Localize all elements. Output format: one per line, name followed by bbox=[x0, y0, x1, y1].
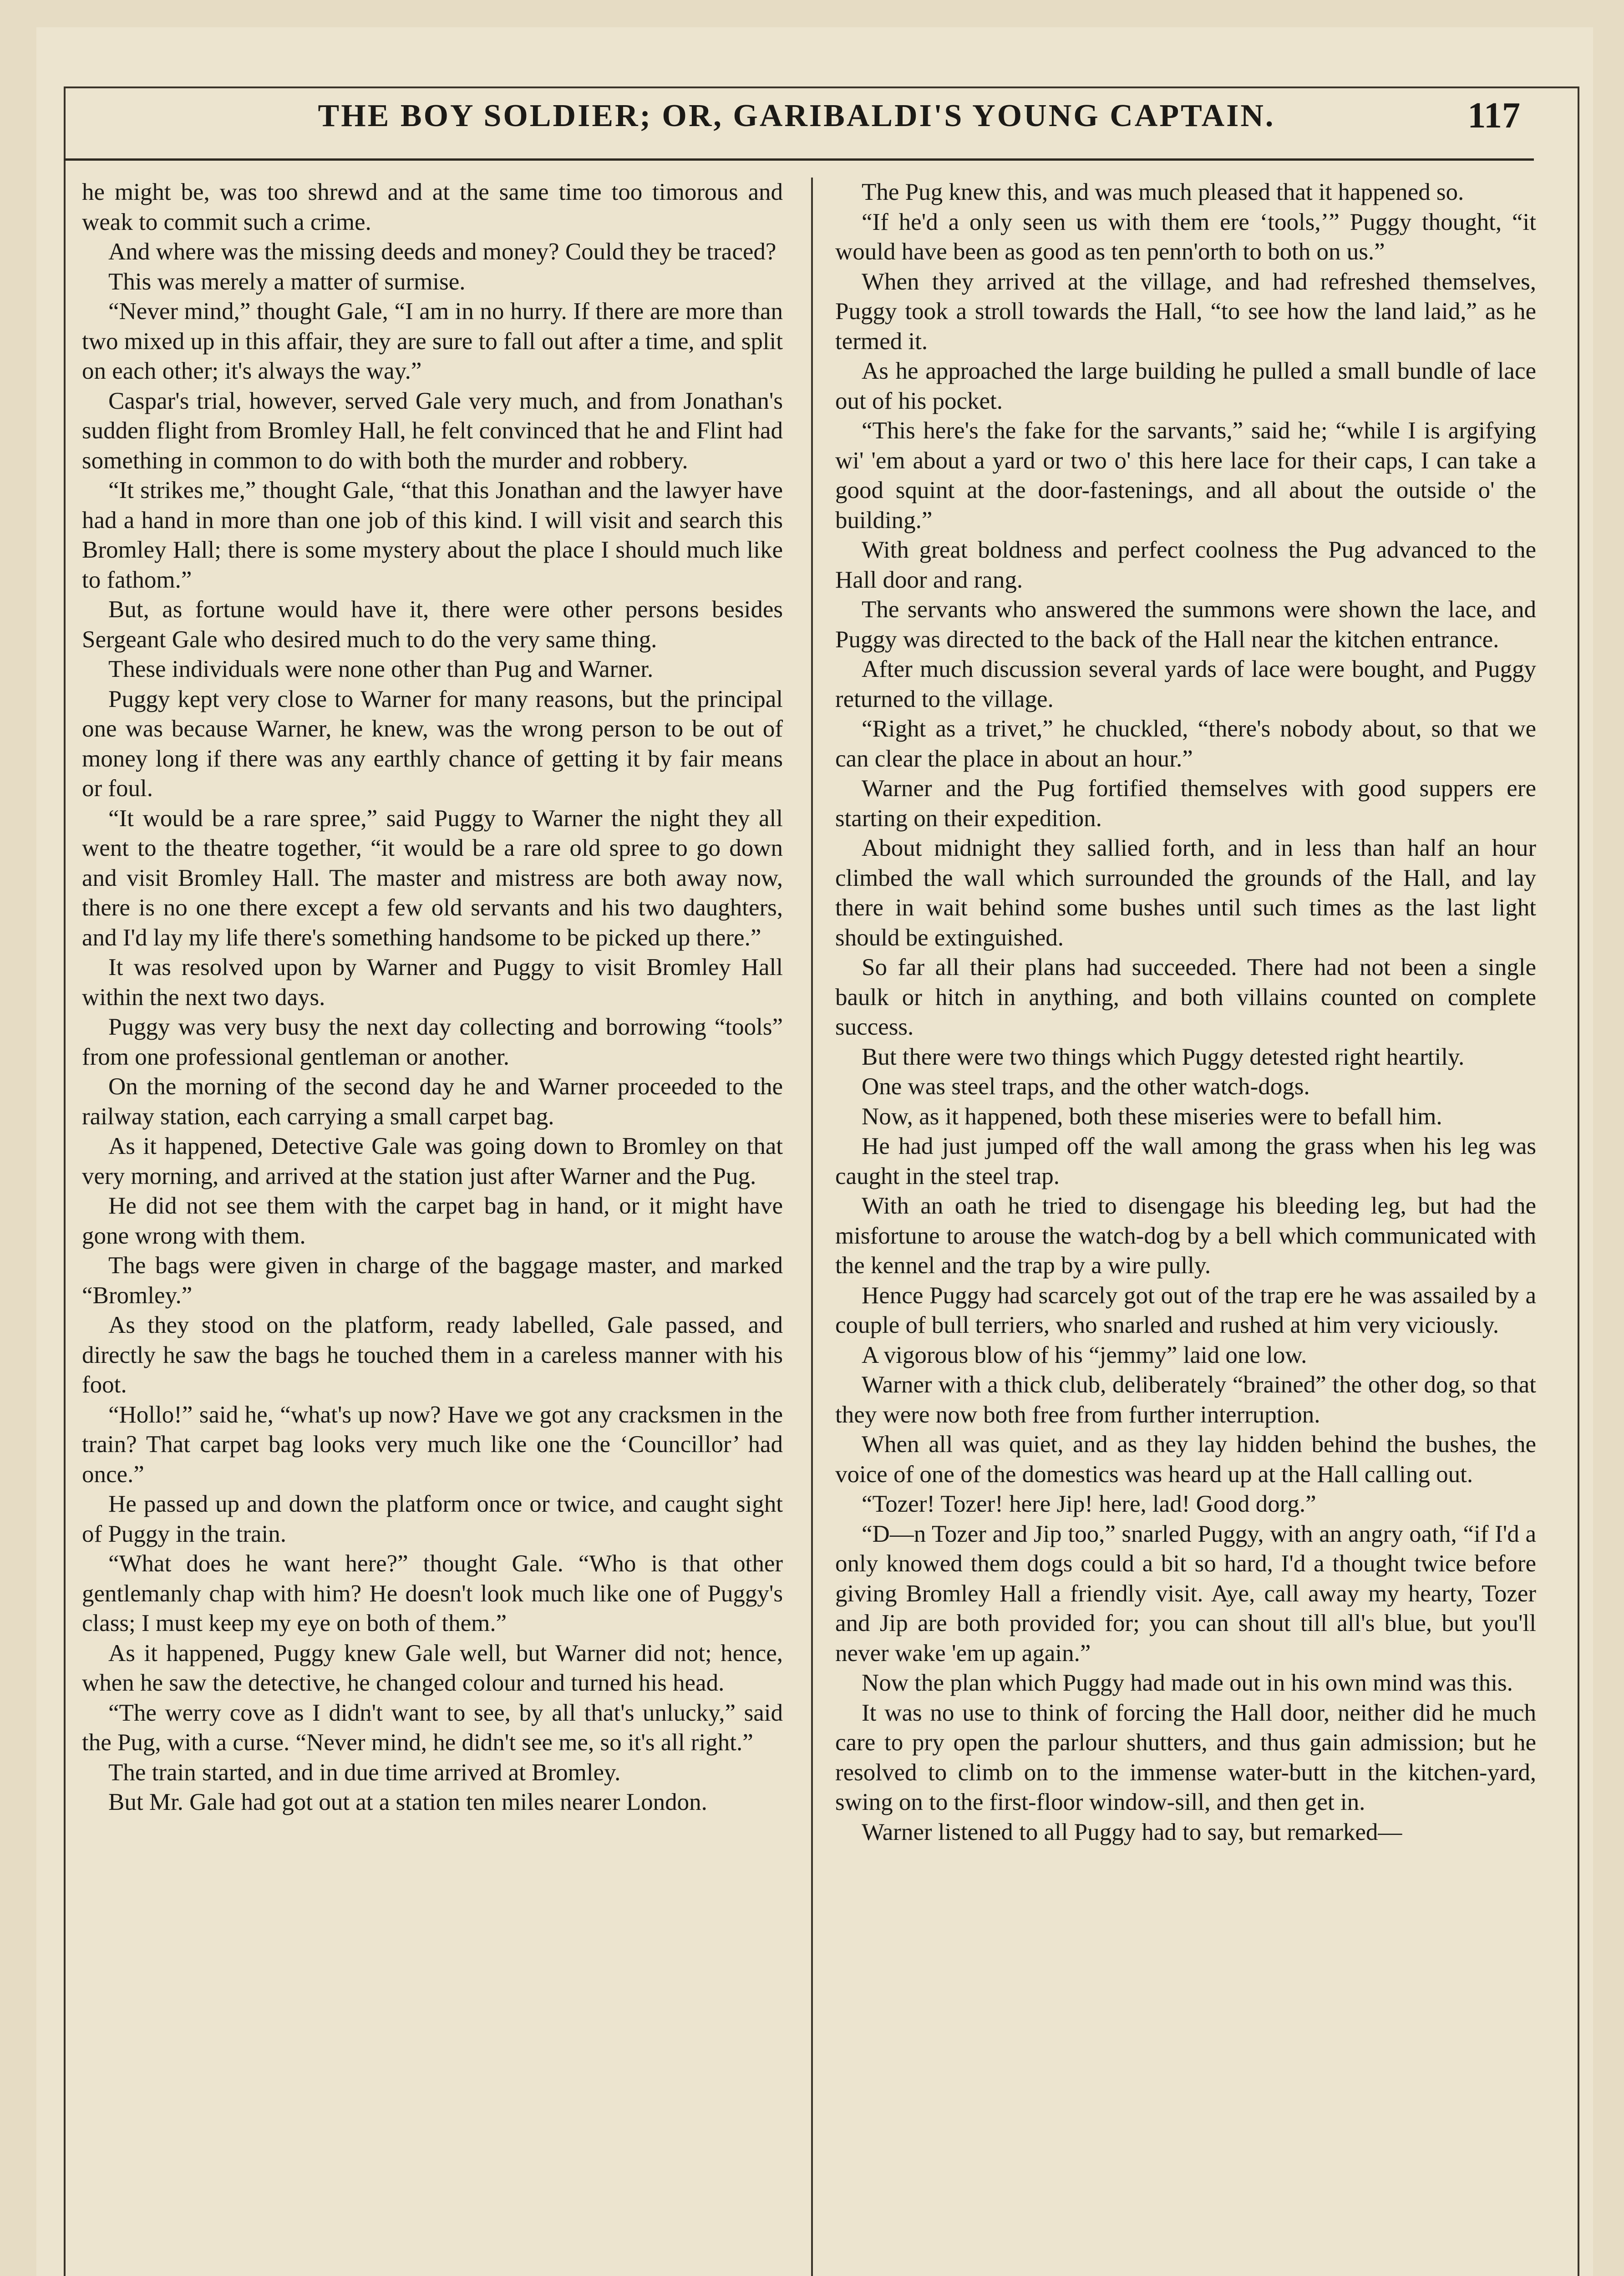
left-column bbox=[82, 178, 783, 1818]
paragraph: “Tozer! Tozer! here Jip! here, lad! Good dorg.” bbox=[862, 1491, 1316, 1517]
paragraph: As it happened, Detective Gale was going down to Bromley on that very morning, and arrived at the station just after Warner and the Pug. bbox=[82, 1133, 783, 1189]
paragraph: But, as fortune would have it, there were other persons besides Sergeant Gale who desired much to do the very same thing. bbox=[82, 596, 783, 653]
running-title: THE BOY SOLDIER; OR, GARIBALDI'S YOUNG CAPTAIN. bbox=[318, 98, 1275, 133]
paragraph: Warner and the Pug fortified themselves with good suppers ere starting on their expedition. bbox=[835, 775, 1536, 832]
paragraph: He did not see them with the carpet bag in hand, or it might have gone wrong with them. bbox=[82, 1193, 783, 1249]
paragraph: But there were two things which Puggy detested right heartily. bbox=[862, 1043, 1465, 1070]
paragraph: He passed up and down the platform once or twice, and caught sight of Puggy in the train. bbox=[82, 1491, 783, 1547]
paragraph: As he approached the large building he pulled a small bundle of lace out of his pocket. bbox=[835, 358, 1536, 414]
paragraph: Puggy kept very close to Warner for many reasons, but the principal one was because Warner, he knew, was the wrong person to be out of money long if there was any earthly chance of getting it by fair means or foul. bbox=[82, 686, 783, 802]
paragraph: As they stood on the platform, ready labelled, Gale passed, and directly he saw the bags he touched them in a careless manner with his foot. bbox=[82, 1312, 783, 1398]
paragraph: With an oath he tried to disengage his bleeding leg, but had the misfortune to arouse the watch-dog by a bell which communicated with the kennel and the trap by a wire pully. bbox=[835, 1193, 1536, 1279]
paragraph: Now, as it happened, both these miseries were to befall him. bbox=[862, 1103, 1442, 1130]
paragraph: “Right as a trivet,” he chuckled, “there's nobody about, so that we can clear the place in about an hour.” bbox=[835, 716, 1536, 772]
paragraph: Hence Puggy had scarcely got out of the trap ere he was assailed by a couple of bull terriers, who snarled and rushed at him very viciously. bbox=[835, 1282, 1536, 1338]
paragraph: “This here's the fake for the sarvants,” said he; “while I is argifying wi' 'em about a yard or two o' this here lace for their caps, I can take a good squint at the door-fastenings, and all about the outside o' the building.” bbox=[835, 417, 1536, 533]
paragraph: “D—n Tozer and Jip too,” snarled Puggy, with an angry oath, “if I'd a only knowed them dogs could a bit so hard, I'd a thought twice before giving Bromley Hall a friendly visit. Aye, call away my hearty, Tozer and Jip are both provided for; you can shout till all's blue, but you'll never wake 'em up again.” bbox=[835, 1520, 1536, 1666]
paragraph: The bags were given in charge of the baggage master, and marked “Bromley.” bbox=[82, 1252, 783, 1309]
paragraph: One was steel traps, and the other watch-dogs. bbox=[862, 1073, 1310, 1100]
header-rule bbox=[64, 158, 1534, 161]
paragraph: he might be, was too shrewd and at the same time too timorous and weak to commit such a crime. bbox=[82, 179, 783, 235]
paragraph: He had just jumped off the wall among the grass when his leg was caught in the steel trap. bbox=[835, 1133, 1536, 1189]
page-number: 117 bbox=[1467, 96, 1520, 136]
paragraph: Warner listened to all Puggy had to say, but remarked— bbox=[862, 1819, 1402, 1845]
right-column bbox=[835, 178, 1536, 1847]
paragraph: “What does he want here?” thought Gale. “Who is that other gentlemanly chap with him? He doesn't look much like one of Puggy's class; I must keep my eye on both of them.” bbox=[82, 1550, 783, 1636]
paragraph: “It would be a rare spree,” said Puggy to Warner the night they all went to the theatre together, “it would be a rare old spree to go down and visit Bromley Hall. The master and mistress are both away now, there is no one there except a few old servants and his two daughters, and I'd lay my life there's something handsome to be picked up there.” bbox=[82, 805, 783, 951]
paragraph: But Mr. Gale had got out at a station ten miles nearer London. bbox=[108, 1789, 707, 1815]
paragraph: A vigorous blow of his “jemmy” laid one low. bbox=[862, 1341, 1307, 1368]
paragraph: Caspar's trial, however, served Gale very much, and from Jonathan's sudden flight from Bromley Hall, he felt convinced that he and Flint had something in common to do with both the murder and robbery. bbox=[82, 387, 783, 474]
paragraph: With great boldness and perfect coolness the Pug advanced to the Hall door and rang. bbox=[835, 537, 1536, 593]
paragraph: When they arrived at the village, and had refreshed themselves, Puggy took a stroll towards the Hall, “to see how the land laid,” as he termed it. bbox=[835, 268, 1536, 355]
paragraph: This was merely a matter of surmise. bbox=[108, 268, 466, 295]
column-divider bbox=[811, 178, 813, 2276]
paragraph: “It strikes me,” thought Gale, “that this Jonathan and the lawyer have had a hand in more than one job of this kind. I will visit and search this Bromley Hall; there is some mystery about the place I should much like to fathom.” bbox=[82, 477, 783, 593]
paragraph: It was no use to think of forcing the Hall door, neither did he much care to pry open the parlour shutters, and thus gain admission; but he resolved to climb on to the immense water-butt in the kitchen-yard, swing on to the first-floor window-sill, and then get in. bbox=[835, 1699, 1536, 1815]
paragraph: Warner with a thick club, deliberately “brained” the other dog, so that they were now both free from further interruption. bbox=[835, 1372, 1536, 1428]
paragraph: “Hollo!” said he, “what's up now? Have we got any cracksmen in the train? That carpet bag looks very much like one the ‘Councillor’ had once.” bbox=[82, 1401, 783, 1488]
paragraph: The train started, and in due time arrived at Bromley. bbox=[108, 1759, 621, 1786]
paragraph: The Pug knew this, and was much pleased that it happened so. bbox=[862, 179, 1464, 205]
paragraph: When all was quiet, and as they lay hidden behind the bushes, the voice of one of the domestics was heard up at the Hall calling out. bbox=[835, 1431, 1536, 1488]
paragraph: The servants who answered the summons were shown the lace, and Puggy was directed to the back of the Hall near the kitchen entrance. bbox=[835, 596, 1536, 653]
paragraph: And where was the missing deeds and money? Could they be traced? bbox=[108, 239, 776, 265]
running-header bbox=[64, 98, 1529, 139]
paragraph: Puggy was very busy the next day collecting and borrowing “tools” from one professional gentleman or another. bbox=[82, 1014, 783, 1070]
paragraph: As it happened, Puggy knew Gale well, but Warner did not; hence, when he saw the detective, he changed colour and turned his head. bbox=[82, 1640, 783, 1696]
paragraph: “If he'd a only seen us with them ere ‘tools,’” Puggy thought, “it would have been as good as ten penn'orth to both on us.” bbox=[835, 208, 1536, 265]
paragraph: On the morning of the second day he and Warner proceeded to the railway station, each carrying a small carpet bag. bbox=[82, 1073, 783, 1130]
paragraph: “Never mind,” thought Gale, “I am in no hurry. If there are more than two mixed up in this affair, they are sure to fall out after a time, and split on each other; it's always the way.” bbox=[82, 298, 783, 384]
paragraph: It was resolved upon by Warner and Puggy to visit Bromley Hall within the next two days. bbox=[82, 954, 783, 1011]
paragraph: “The werry cove as I didn't want to see, by all that's unlucky,” said the Pug, with a curse. “Never mind, he didn't see me, so it's all right.” bbox=[82, 1699, 783, 1756]
paragraph: So far all their plans had succeeded. There had not been a single baulk or hitch in anything, and both villains counted on complete success. bbox=[835, 954, 1536, 1040]
paragraph: After much discussion several yards of lace were bought, and Puggy returned to the village. bbox=[835, 656, 1536, 712]
paragraph: These individuals were none other than Pug and Warner. bbox=[108, 656, 654, 682]
paragraph: About midnight they sallied forth, and in less than half an hour climbed the wall which surrounded the grounds of the Hall, and lay there in wait behind some bushes until such times as the last light should be extinguished. bbox=[835, 835, 1536, 951]
paragraph: Now the plan which Puggy had made out in his own mind was this. bbox=[862, 1670, 1513, 1696]
